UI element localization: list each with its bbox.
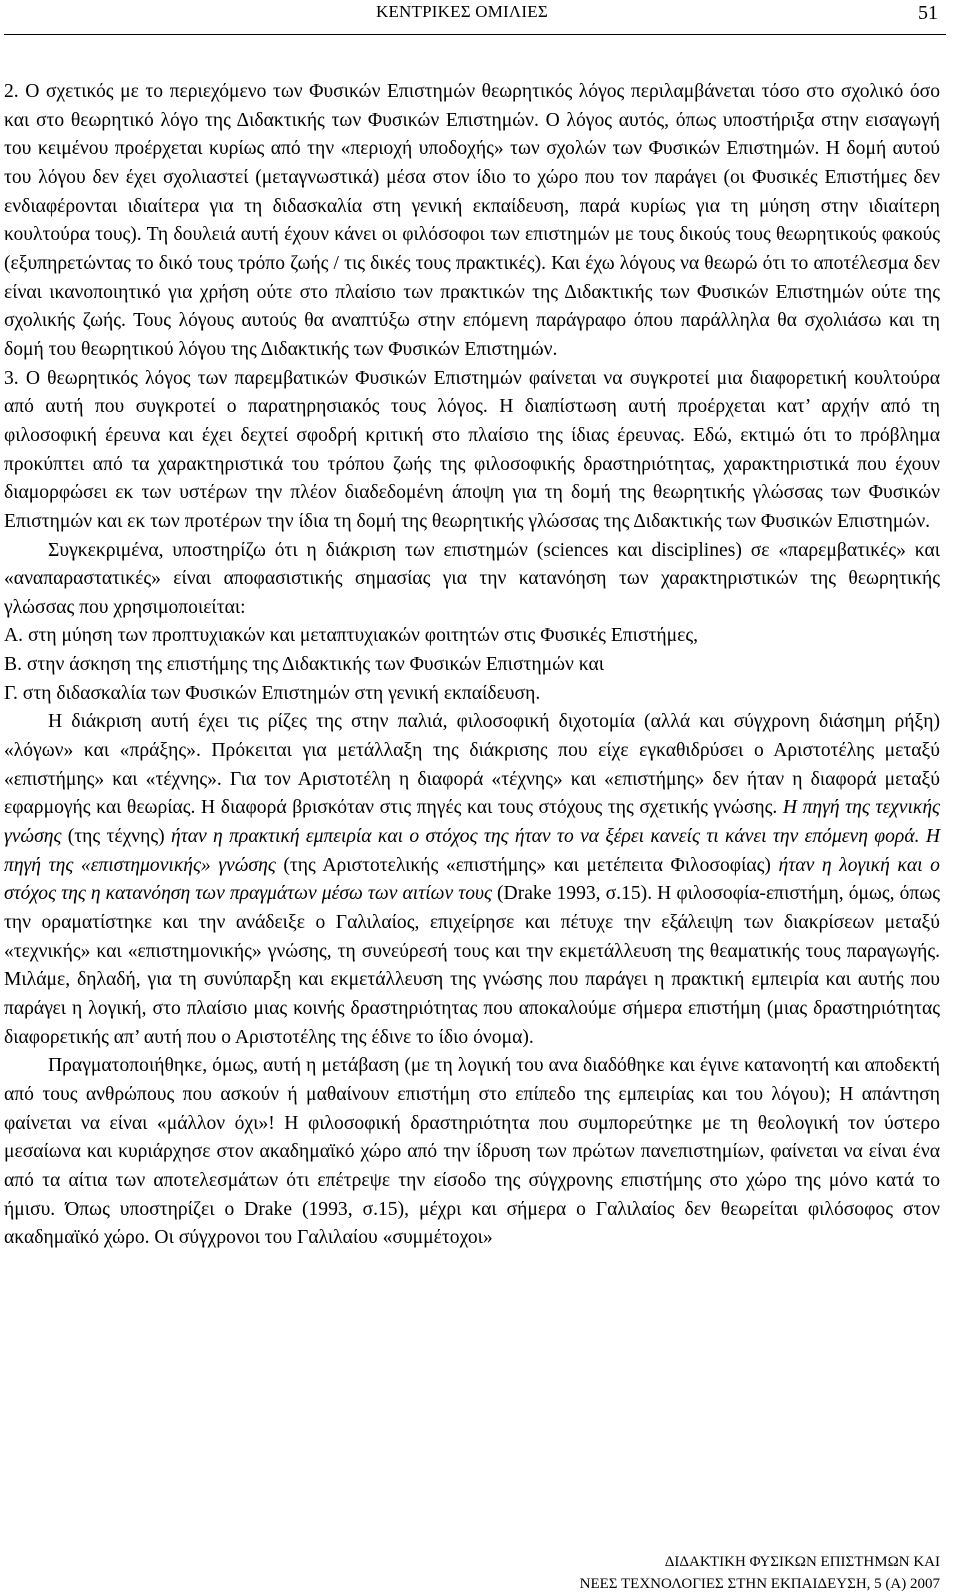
paragraph-2: 2. Ο σχετικός με το περιεχόμενο των Φυσικών Επιστημών θεωρητικός λόγος περιλαμβάνεται τόσο στο σχολικό όσο και στο θεωρητικό λόγο της Διδακτικής των Φυσικών Επιστημών. Ο λόγος αυτός, όπως υποστήριξα στην εισαγωγή του κειμένου προέρχεται κυρίως από την «περιοχή υποδοχής» των σχολών των Φυσικών Επιστημών. Η δομή αυτού του λόγου δεν έχει σχολιαστεί (μεταγνωστικά) μέσα στον ίδιο το χώρο που τον παράγει (οι Φυσικές Επιστήμες δεν ενδιαφέρονται ιδιαίτερα για τη διδασκαλία στη γενική εκπαίδευση, παρά κυρίως για τη μύηση στην ιδιαίτερη κουλτούρα τους). Τη δουλειά αυτή έχουν κάνει οι φιλόσοφοι των επιστημών με τους δικούς τους θεωρητικούς φακούς (εξυπηρετώντας το δικό τους τρόπο ζωής / τις δικές τους πρακτικές). Και έχω λόγους να θεωρώ ότι το αποτέλεσμα δεν είναι ικανοποιητικό για χρήση ούτε στο πλαίσιο των πρακτικών της Διδακτικής των Φυσικών Επιστημών ούτε της σχολικής ζωής. Τους λόγους αυτούς θα αναπτύξω στην επόμενη παράγραφο όπου παράλληλα θα σχολιάσω και τη δομή του θεωρητικού λόγου της Διδακτικής των Φυσικών Επιστημών. — [4, 81, 940, 360]
journal-name: ΔΙΔΑΚΤΙΚΗ ΦΥΣΙΚΩΝ ΕΠΙΣΤΗΜΩΝ ΚΑΙ — [664, 1554, 940, 1570]
text-segment: (της τέχνης) — [61, 826, 172, 848]
paragraph-aristotle — [4, 708, 940, 1052]
page-number: 51 — [918, 2, 938, 24]
running-title: ΚΕΝΤΡΙΚΕΣ ΟΜΙΛΙΕΣ — [376, 2, 548, 21]
paragraph-transition: Πραγματοποιήθηκε, όμως, αυτή η μετάβαση (με τη λογική του ανα διαδόθηκε και έγινε κατανοητή και αποδεκτή από τους ανθρώπους που ασκούν ή μαθαίνουν επιστήμη στο επίπεδο της εμπειρίας και του λόγου); Η απάντηση φαίνεται να είναι «μάλλον όχι»! Η φιλοσοφική δραστηριότητα που συμπορεύτηκε με τη θεολογική τον ύστερο μεσαίωνα και κυριάρχησε στον ακαδημαϊκό χώρο από την ίδρυση των πρώτων πανεπιστημίων, φαίνεται να είναι ένα από τα αίτια των αποτελεσμάτων ότι επέτρεψε την είσοδο της σύγχρονης επιστήμης στο χώρο της μόνο κατά το ήμισυ. Όπως υποστηρίζει ο Drake (1993, σ.15), μέχρι και σήμερα ο Γαλιλαίος δεν θεωρείται φιλόσοφος στον ακαδημαϊκό χώρο. Οι σύγχρονοι του Γαλιλαίου «συμμέτοχοι» — [4, 1055, 940, 1249]
header-rule — [4, 34, 946, 35]
italic-segment: Η πηγή της τεχνικής γνώσης — [4, 797, 941, 848]
list-item-c: Γ. στη διδασκαλία των Φυσικών Επιστημών στη γενική εκπαίδευση. — [4, 682, 541, 704]
text-segment: (Drake 1993, σ.15). Η φιλοσοφία-επιστήμη, όμως, όπως την οραματίστηκε και την ανάδειξε ο Γαλιλαίος, επιχείρησε και πέτυχε την εξάλειψη των διακρίσεων μεταξύ «τεχνικής» και «επιστημονικής» γνώσης, τη συνεύρεσή τους και την εκμετάλλευση της θεαματικής τους παραγωγής. Μιλάμε, δηλαδή, για τη συνύπαρξη και εκμετάλλευση της γνώσης που παράγει η πρακτική εμπειρία και αυτής που παράγει η λογική, στο πλαίσιο μιας κοινής δραστηριότητας που αποκαλούμε σήμερα επιστήμη (μιας δραστηριότητας διαφορετικής απ’ αυτή που ο Αριστοτέλης της έδινε το ίδιο όνομα). — [4, 883, 940, 1048]
journal-issue: ΝΕΕΣ ΤΕΧΝΟΛΟΓΙΕΣ ΣΤΗΝ ΕΚΠΑΙΔΕΥΣΗ, 5 (Α) 2007 — [579, 1576, 940, 1592]
page-footer — [580, 1551, 940, 1595]
article-body — [4, 78, 940, 1253]
italic-segment: ήταν η λογική και ο στόχος της η κατανόηση των πραγμάτων μέσω των αιτίων τους — [4, 854, 940, 905]
paragraph-3: 3. Ο θεωρητικός λόγος των παρεμβατικών Φυσικών Επιστημών φαίνεται να συγκροτεί μια διαφορετική κουλτούρα από αυτή που συγκροτεί ο παρατηρησιακός τους λόγος. Η διαπίστωση αυτή προέρχεται κατ’ αρχήν από τη φιλοσοφική έρευνα και έχει δεχτεί σφοδρή κριτική στο πλαίσιο της ίδιας έρευνας. Εδώ, εκτιμώ ότι το πρόβλημα προκύπτει από τα χαρακτηριστικά του τρόπου ζωής της φιλοσοφικής δραστηριότητας, χαρακτηριστικά που έχουν διαμορφώσει εκ των υστέρων την πλέον διαδεδομένη άποψη για τη δομή της θεωρητικής γλώσσας των Φυσικών Επιστημών και εκ των προτέρων την ίδια τη δομή της θεωρητικής γλώσσας της Διδακτικής των Φυσικών Επιστημών. — [4, 367, 940, 532]
text-segment: (της Αριστοτελικής «επιστήμης» και μετέπειτα Φιλοσοφίας) — [275, 854, 779, 876]
paragraph-distinction: Συγκεκριμένα, υποστηρίζω ότι η διάκριση των επιστημών (sciences και disciplines) σε «παρεμβατικές» και «αναπαραστατικές» είναι αποφασιστικής σημασίας για την κατανόηση των χαρακτηριστικών της θεωρητικής γλώσσας που χρησιμοποιείται: — [4, 539, 940, 618]
list-item-b: Β. στην άσκηση της επιστήμης της Διδακτικής των Φυσικών Επιστημών και — [4, 654, 605, 676]
text-segment: Η διάκριση αυτή έχει τις ρίζες της στην παλιά, φιλοσοφική διχοτομία (αλλά και σύγχρονη διάσημη ρήξη) «λόγων» και «πράξης». Πρόκειται για μετάλλαξη της διάκρισης που είχε εγκαθιδρύσει ο Αριστοτέλης μεταξύ «επιστήμης» και «τέχνης». Για τον Αριστοτέλη η διαφορά «τέχνης» και «επιστήμης» δεν ήταν η διαφορά μεταξύ εφαρμογής και θεωρίας. Η διαφορά βρισκόταν στις πηγές και τους στόχους της σχετικής γνώσης. — [4, 711, 940, 819]
italic-segment: ήταν η πρακτική εμπειρία και ο στόχος της ήταν το να ξέρει κανείς τι κάνει την επόμενη φορά. Η πηγή της «επιστημονικής» γνώσης — [4, 826, 940, 876]
list-item-a: Α. στη μύηση των προπτυχιακών και μεταπτυχιακών φοιτητών στις Φυσικές Επιστήμες, — [4, 625, 699, 647]
page-header — [0, 2, 960, 32]
